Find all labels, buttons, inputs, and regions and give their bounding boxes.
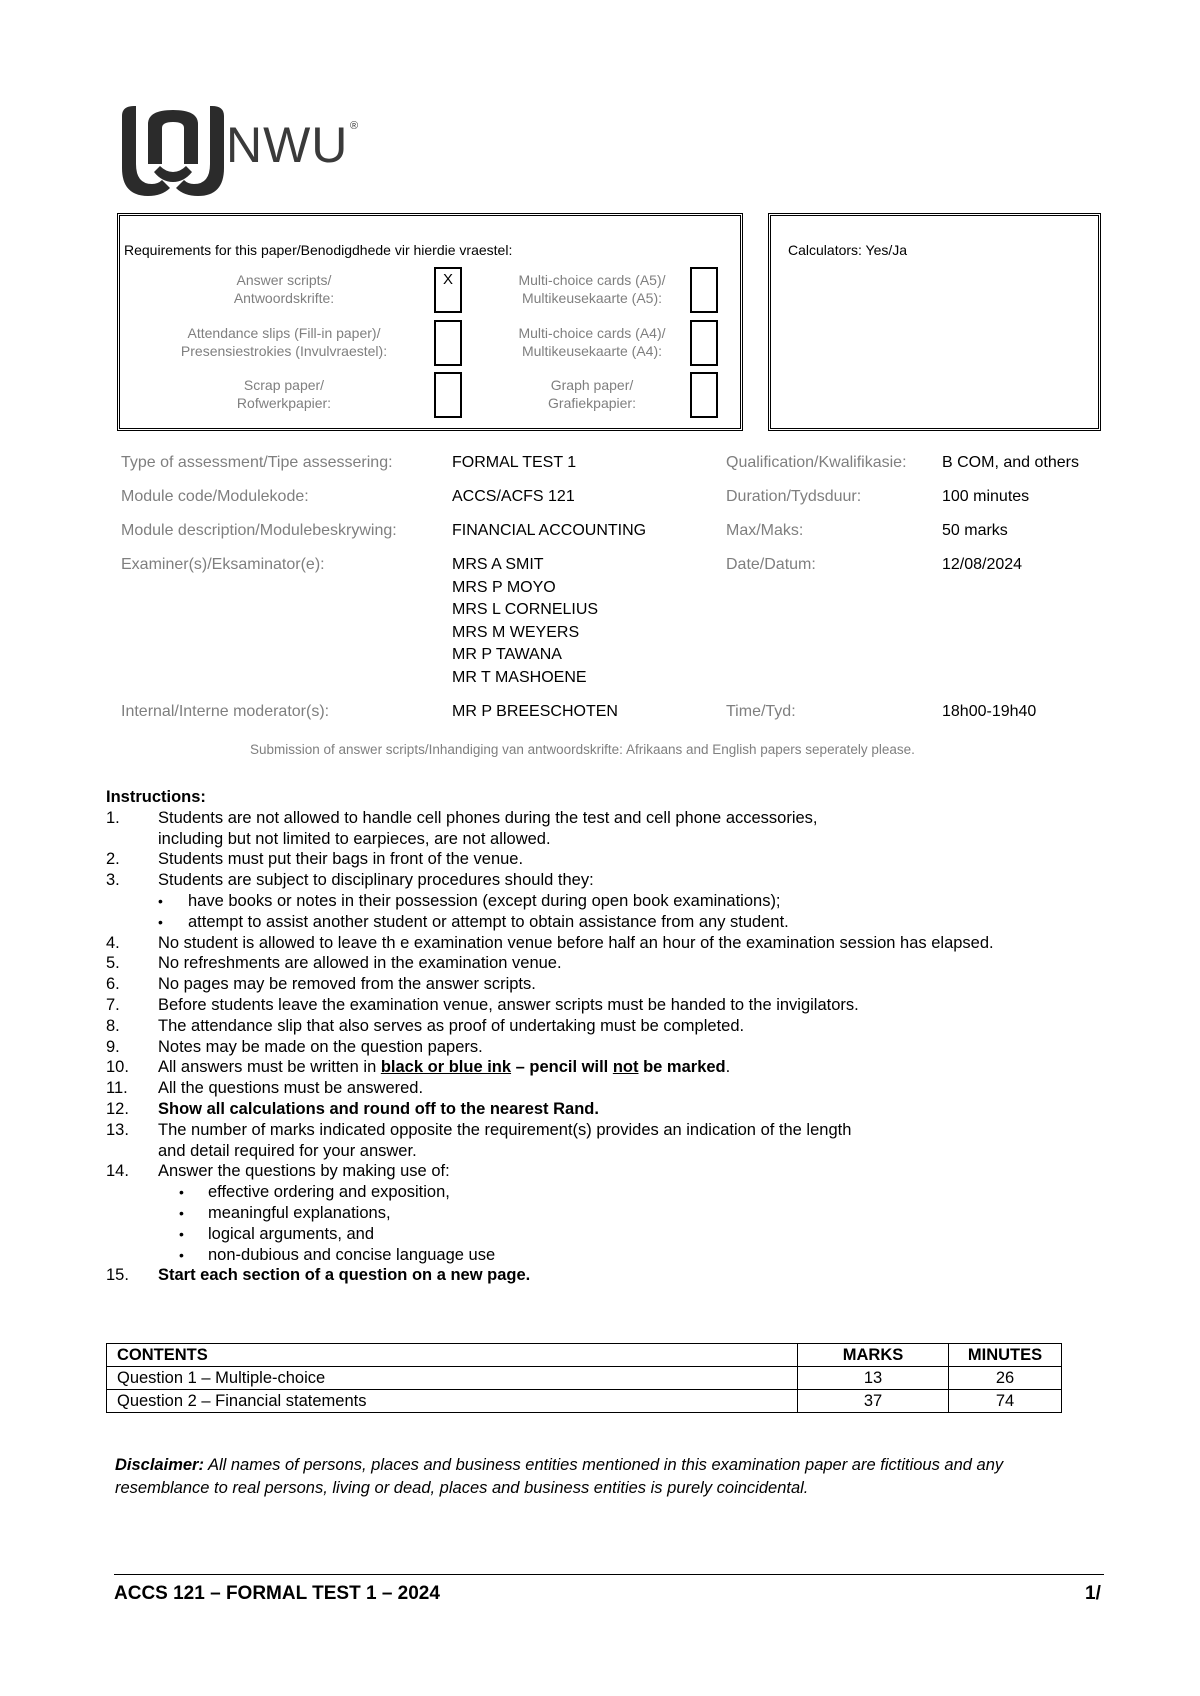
question-minutes: 74 xyxy=(949,1390,1062,1413)
time-label: Time/Tyd: xyxy=(726,703,796,720)
module-description-label: Module description/Modulebeskrywing: xyxy=(121,522,397,539)
examiners-label: Examiner(s)/Eksaminator(e): xyxy=(121,556,325,573)
instructions xyxy=(106,787,1066,1286)
examiners-list xyxy=(452,554,598,689)
header-minutes: MINUTES xyxy=(949,1344,1062,1367)
table-row xyxy=(107,1390,1062,1413)
instruction-bullet: • effective ordering and exposition, xyxy=(106,1182,1066,1203)
qualification-label: Qualification/Kwalifikasie: xyxy=(726,454,907,471)
nwu-emblem-icon xyxy=(118,102,228,198)
instruction-bullet: • meaningful explanations, xyxy=(106,1203,1066,1224)
instruction-bullet: • logical arguments, and xyxy=(106,1224,1066,1245)
instructions-title: Instructions: xyxy=(106,788,206,806)
checkbox-attendance-slips xyxy=(434,320,462,366)
max-marks-value: 50 marks xyxy=(942,522,1008,539)
req-label-mc-a5: Multi-choice cards (A5)/ Multikeusekaarte (A5): xyxy=(518,272,666,306)
checkbox-mc-a4 xyxy=(690,320,718,366)
instruction-item: 6. No pages may be removed from the answer scripts. xyxy=(106,975,536,994)
req-label-attendance-slips: Attendance slips (Fill-in paper)/ Presensiestrokies (Invulvraestel): xyxy=(180,325,388,359)
header-marks: MARKS xyxy=(798,1344,949,1367)
question-minutes: 26 xyxy=(949,1367,1062,1390)
examiner-name: MRS P MOYO xyxy=(452,578,556,596)
instruction-bullet: • have books or notes in their possession (except during open book examinations); xyxy=(106,891,1066,912)
instruction-item: 15. Start each section of a question on a new page. xyxy=(106,1266,531,1285)
examiner-name: MRS M WEYERS xyxy=(452,623,580,641)
header-contents: CONTENTS xyxy=(107,1344,798,1367)
req-label-graph-paper: Graph paper/ Grafiekpapier: xyxy=(548,377,636,411)
calculators-text: Calculators: Yes/Ja xyxy=(788,242,908,258)
instruction-item: 4. No student is allowed to leave th e examination venue before half an hour of the examination session has elapsed. xyxy=(106,933,994,952)
footer-divider xyxy=(114,1574,1104,1575)
examiner-name: MRS L CORNELIUS xyxy=(452,601,599,618)
question-marks: 13 xyxy=(798,1367,949,1390)
examiner-name: MR T MASHOENE xyxy=(452,668,587,686)
question-name: Question 2 – Financial statements xyxy=(107,1390,798,1413)
assessment-type-label: Type of assessment/Tipe assessering: xyxy=(121,454,393,471)
req-label-mc-a4: Multi-choice cards (A4)/ Multikeusekaarte (A4): xyxy=(518,325,666,359)
instruction-bullet: • non-dubious and concise language use xyxy=(106,1245,1066,1266)
instruction-item: 9. Notes may be made on the question papers. xyxy=(106,1037,483,1056)
question-name: Question 1 – Multiple-choice xyxy=(107,1367,798,1390)
module-code-value: ACCS/ACFS 121 xyxy=(452,488,575,505)
disclaimer xyxy=(115,1454,1055,1500)
logo-wordmark: NWU xyxy=(226,117,349,173)
disclaimer-text: All names of persons, places and business entities mentioned in this examination paper are fictitious and any resemblance to real persons, living or dead, places and business entities is purely coincidental. xyxy=(115,1456,1004,1497)
disclaimer-label: Disclaimer: xyxy=(115,1456,204,1474)
instruction-item: 1. Students are not allowed to handle cell phones during the test and cell phone accessories, including but not limited to earpieces, are not allowed. xyxy=(106,808,818,848)
instruction-item: 2. Students must put their bags in front of the venue. xyxy=(106,850,524,869)
req-label-scrap-paper: Scrap paper/ Rofwerkpapier: xyxy=(236,377,332,411)
examiner-name: MR P TAWANA xyxy=(452,646,562,663)
table-row xyxy=(107,1367,1062,1390)
instruction-item: 13. The number of marks indicated opposite the requirement(s) provides an indication of the length and detail required for your answer. xyxy=(106,1120,852,1160)
instruction-item: 8. The attendance slip that also serves as proof of undertaking must be completed. xyxy=(106,1016,745,1035)
instruction-item: 10. All answers must be written in black or blue ink – pencil will not be marked. xyxy=(106,1058,731,1077)
contents-table xyxy=(106,1343,1062,1413)
footer-title: ACCS 121 – FORMAL TEST 1 – 2024 xyxy=(114,1583,440,1604)
page-number: 1/ xyxy=(1085,1583,1101,1604)
instruction-item: 12. Show all calculations and round off to the nearest Rand. xyxy=(106,1099,599,1118)
registered-mark: ® xyxy=(350,120,359,132)
module-code-label: Module code/Modulekode: xyxy=(121,488,309,505)
instruction-item: 14. Answer the questions by making use of: xyxy=(106,1162,450,1181)
checkbox-mc-a5 xyxy=(690,267,718,313)
max-marks-label: Max/Maks: xyxy=(726,522,804,539)
date-value: 12/08/2024 xyxy=(942,556,1023,573)
checkbox-answer-scripts: X xyxy=(434,267,462,313)
qualification-value: B COM, and others xyxy=(942,454,1079,471)
not-emphasis: not xyxy=(612,1058,639,1077)
duration-value: 100 minutes xyxy=(942,488,1030,505)
date-label: Date/Datum: xyxy=(726,556,816,573)
checkbox-graph-paper xyxy=(690,372,718,418)
instruction-bullet: • attempt to assist another student or attempt to obtain assistance from any student. xyxy=(106,912,1066,933)
submission-note: Submission of answer scripts/Inhandiging van antwoordskrifte: Afrikaans and English papers seperately please. xyxy=(250,742,915,757)
instruction-item: 3. Students are subject to disciplinary procedures should they: xyxy=(106,871,594,890)
checkbox-scrap-paper xyxy=(434,372,462,418)
requirements-title: Requirements for this paper/Benodigdhede vir hierdie vraestel: xyxy=(124,242,513,258)
instruction-item: 11. All the questions must be answered. xyxy=(106,1079,424,1098)
examiner-name: MRS A SMIT xyxy=(452,556,544,573)
module-description-value: FINANCIAL ACCOUNTING xyxy=(452,522,647,539)
moderator-label: Internal/Interne moderator(s): xyxy=(121,703,330,720)
assessment-type-value: FORMAL TEST 1 xyxy=(452,454,577,471)
moderator-value: MR P BREESCHOTEN xyxy=(452,703,618,720)
time-value: 18h00-19h40 xyxy=(942,703,1037,720)
instruction-item: 7. Before students leave the examination venue, answer scripts must be handed to the invigilators. xyxy=(106,995,859,1014)
ink-emphasis: black or blue ink xyxy=(380,1058,512,1077)
question-marks: 37 xyxy=(798,1390,949,1413)
req-label-answer-scripts: Answer scripts/ Antwoordskrifte: xyxy=(233,272,335,306)
duration-label: Duration/Tydsduur: xyxy=(726,488,862,505)
instruction-item: 5. No refreshments are allowed in the examination venue. xyxy=(106,954,562,973)
table-header-row xyxy=(107,1344,1062,1367)
